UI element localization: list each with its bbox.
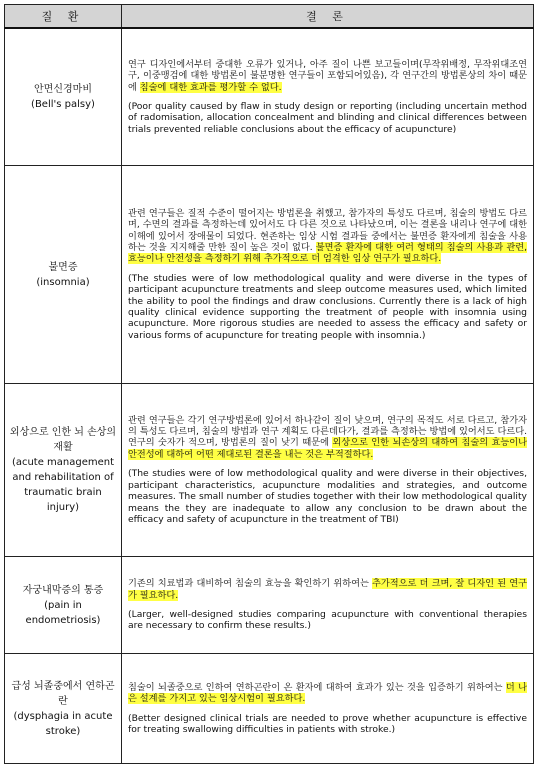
disease-cell [5, 654, 122, 764]
table-row [5, 557, 534, 654]
conclusion-ko-highlight: 불면증 환자에 대한 여러 형태의 침술의 사용과 관련, 효능이나 안전성을 측정하기 위해 추가적으로 더 엄격한 임상 연구가 필요하다. [128, 241, 527, 265]
disease-cell [5, 384, 122, 557]
conclusion-ko-text: 침술이 뇌졸중으로 인하여 연하곤란이 온 환자에 대하여 효과가 있는 것을 입증하기 위하여는 [128, 681, 506, 693]
disease-ko-name: 자궁내막증의 통증 [22, 584, 104, 596]
table-header-row [5, 5, 534, 29]
disease-en-name: (Bell's palsy) [31, 99, 95, 110]
conclusion-ko-text: 관련 연구들은 질적 수준이 떨어지는 방법론을 취했고, 참가자의 특성도 다르며, 침술의 방법도 다르며, 수면의 결과를 측정하는데 있어서도 다 다른 것으로 나타났으며, 이는 결론을 내리나 연구에 대한 이해에 있어서 장애물이 되었다. 현존하는 임상 시험 결과들 중에서는 불면증 환자에게 침술을 사용하는 것을 지지해줄 만한 질이 높은 것이 없다. [128, 207, 527, 253]
conclusion-ko [128, 415, 527, 461]
disease-ko-name: 급성 뇌졸중에서 연하곤란 [11, 680, 115, 707]
conclusion-ko-text: 연구 디자인에서부터 중대한 오류가 있거나, 아주 질이 나쁜 보고들이며(무작위배정, 무작위대조연구, 이중맹검에 대한 방법론이 불분명한 연구들이 포함되어있음), 각 연구간의 방법론상의 차이 때문에 [128, 58, 527, 93]
disease-cell [5, 166, 122, 384]
conclusion-en: (The studies were of low methodological quality and were diverse in their objectives, participant characteristics, acupuncture modalities and strategies, and outcome measures. The small number of studies together with their low methodological quality means the they are inadequate to allow any conclusion to be drawn about the efficacy and safety of acupuncture in the treatment of TBI) [128, 468, 527, 525]
conclusion-ko-highlight: 외상으로 인한 뇌손상의 대하여 침술의 효능이나 안전성에 대하여 어떤 제대로된 결론을 내는 것은 부적절하다. [128, 437, 527, 460]
conclusion-en: (The studies were of low methodological quality and were diverse in the types of participant acupuncture treatments and sleep outcome measures used, which limited the ability to pool the findings and draw conclusions. Currently there is a lack of high quality clinical evidence supporting the treatment of people with insomnia using acupuncture. More rigorous studies are needed to assess the efficacy and safety or various forms of acupuncture for treating people with insomnia.) [128, 272, 527, 341]
conclusion-ko-highlight: 추가적으로 더 크며, 잘 디자인 된 연구가 필요하다. [128, 578, 527, 601]
conclusion-cell [122, 166, 534, 384]
header-disease: 질 환 [5, 5, 122, 29]
table-row [5, 28, 534, 166]
table-row [5, 166, 534, 384]
conclusion-ko [128, 682, 527, 705]
conclusion-cell [122, 384, 534, 557]
header-conclusion: 결 론 [122, 5, 534, 29]
disease-en-name: (dysphagia in acute stroke) [13, 710, 113, 737]
table-row [5, 384, 534, 557]
conclusion-ko-highlight: 더 나은 설계를 가지고 있는 임상시험이 필요하다. [128, 681, 527, 705]
conclusion-ko-text: 기존의 치료법과 대비하여 침술의 효능을 확인하기 위하여는 [128, 578, 372, 590]
disease-en-name: (pain in endometriosis) [25, 599, 101, 626]
conclusion-cell [122, 557, 534, 654]
conclusion-cell [122, 28, 534, 166]
conclusion-cell [122, 654, 534, 764]
disease-cell [5, 557, 122, 654]
table-row [5, 654, 534, 764]
disease-ko-name: 불면증 [48, 261, 78, 273]
conclusion-ko-highlight: 침술에 대한 효과를 평가할 수 없다. [139, 81, 282, 93]
conclusion-en: (Better designed clinical trials are needed to prove whether acupuncture is effective for treating swallowing difficulties in patients with stroke.) [128, 712, 527, 735]
disease-ko-name: 안면신경마비 [34, 84, 92, 95]
conclusion-ko [128, 208, 527, 265]
disease-en-name: (acute management and rehabilitation of traumatic brain injury) [11, 457, 115, 513]
disease-ko-name: 외상으로 인한 뇌 손상의 재활 [9, 427, 117, 453]
conclusion-ko [128, 59, 527, 93]
conclusion-ko [128, 578, 527, 601]
evidence-table [4, 4, 534, 764]
disease-cell [5, 28, 122, 166]
conclusion-ko-text: 관련 연구들은 각기 연구방법론에 있어서 하나같이 질이 낮으며, 연구의 목적도 서로 다르고, 참가자의 특성도 다르며, 침술의 방법과 연구 계획도 다른데다가, 결과를 측정하는 방법에 있어서도 다르다. 연구의 숫자가 적으며, 방법론의 질이 낮기 때문에 [128, 414, 527, 449]
disease-en-name: (insomnia) [36, 276, 90, 288]
conclusion-en: (Poor quality caused by flaw in study design or reporting (including uncertain method of radomisation, allocation concealment and blinding and clinical differences between trials prevented reliable conclusions about the efficacy of acupuncture) [128, 101, 527, 135]
conclusion-en: (Larger, well-designed studies comparing acupuncture with conventional therapies are necessary to confirm these results.) [128, 609, 527, 632]
